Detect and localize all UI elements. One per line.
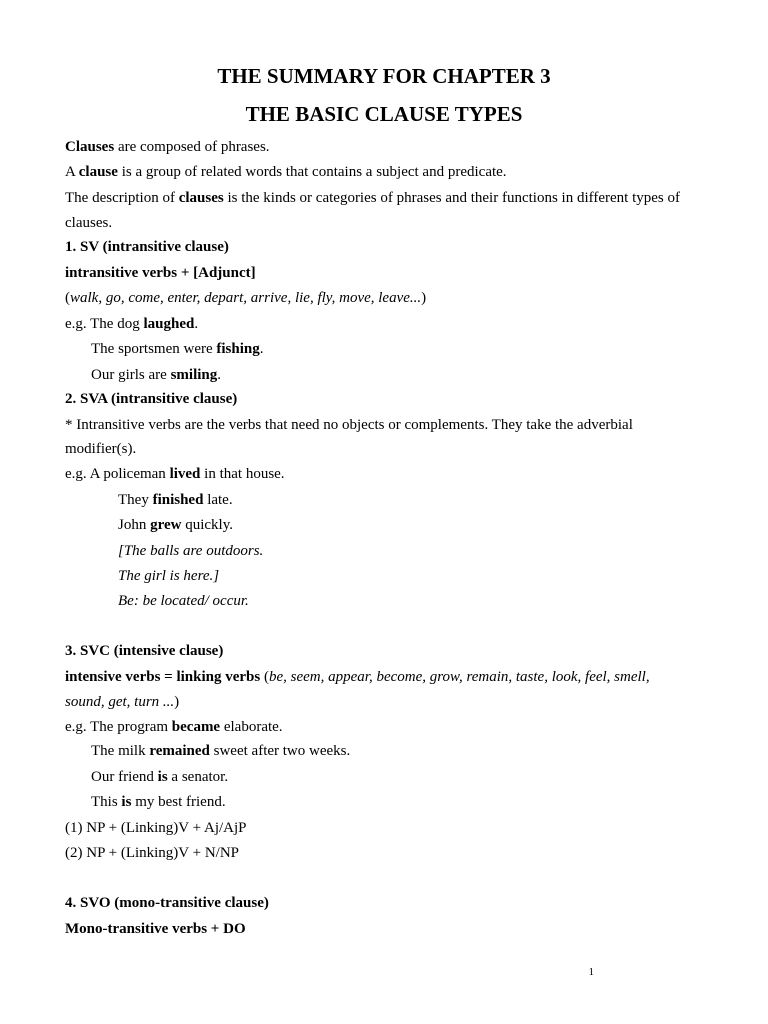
sva-example-1: e.g. A policeman lived in that house. [65, 466, 285, 482]
section-heading-sva: 2. SVA (intransitive clause) [65, 391, 238, 407]
sva-example-4: [The balls are outdoors. [118, 543, 264, 559]
page-number: 1 [588, 966, 594, 978]
sv-example-3: Our girls are smiling. [91, 367, 221, 383]
intro-line-2: A clause is a group of related words that contains a subject and predicate. [65, 164, 507, 180]
section-heading-svo: 4. SVO (mono-transitive clause) [65, 895, 269, 911]
intro-line-4: clauses. [65, 215, 113, 231]
sv-verb-examples: (walk, go, come, enter, depart, arrive, lie, fly, move, leave...) [65, 290, 427, 306]
sv-formula: intransitive verbs + [Adjunct] [65, 265, 256, 281]
sva-example-5: The girl is here.] [118, 568, 220, 584]
sv-example-2: The sportsmen were fishing. [91, 341, 264, 357]
term-clauses-2: clauses [178, 190, 224, 206]
document-subtitle: THE BASIC CLAUSE TYPES [245, 102, 523, 126]
sva-example-6: Be: be located/ occur. [118, 593, 249, 609]
sva-example-2: They finished late. [118, 492, 233, 508]
sva-note-line-2: modifier(s). [65, 441, 137, 457]
sv-example-1: e.g. The dog laughed. [65, 316, 199, 332]
svc-rule-2: (2) NP + (Linking)V + N/NP [65, 845, 240, 861]
svo-formula: Mono-transitive verbs + DO [65, 921, 246, 937]
intro-line-1: Clauses are composed of phrases. [65, 139, 270, 155]
svc-example-2: The milk remained sweet after two weeks. [91, 743, 351, 759]
sva-note-line-1: * Intransitive verbs are the verbs that need no objects or complements. They take the adverbial [65, 417, 633, 433]
svc-formula-line-1: intensive verbs = linking verbs (be, seem, appear, become, grow, remain, taste, look, feel, smell, [65, 669, 650, 685]
sva-example-3: John grew quickly. [118, 517, 234, 533]
section-heading-sv: 1. SV (intransitive clause) [65, 239, 229, 255]
section-heading-svc: 3. SVC (intensive clause) [65, 643, 224, 659]
svc-formula-line-2: sound, get, turn ...) [65, 694, 180, 710]
document-title: THE SUMMARY FOR CHAPTER 3 [217, 64, 551, 88]
svc-rule-1: (1) NP + (Linking)V + Aj/AjP [65, 820, 247, 836]
svc-example-3: Our friend is a senator. [91, 769, 229, 785]
term-clauses: Clauses [65, 139, 115, 155]
term-clause: clause [78, 164, 118, 180]
intro-line-3: The description of clauses is the kinds or categories of phrases and their functions in different types of [65, 190, 680, 206]
svc-example-4: This is my best friend. [91, 794, 226, 810]
svc-example-1: e.g. The program became elaborate. [65, 719, 283, 735]
